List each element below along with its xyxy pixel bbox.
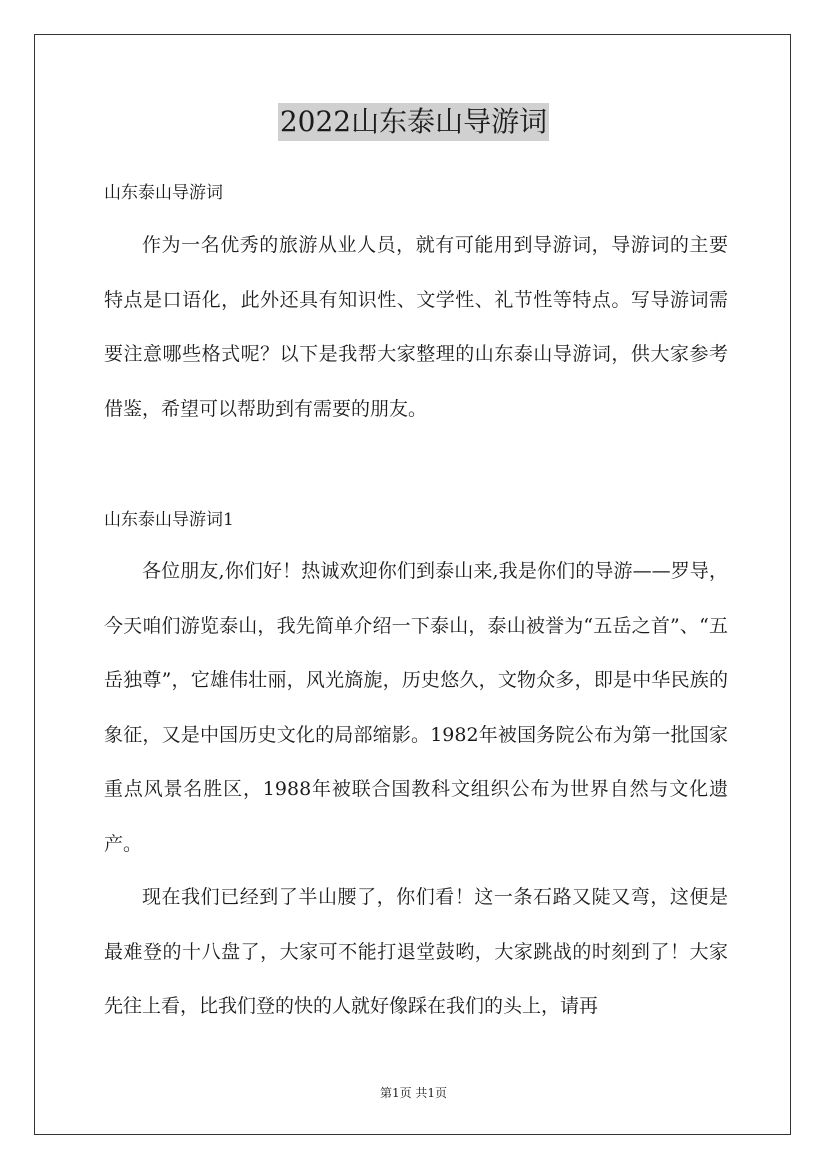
- document-title: 2022山东泰山导游词: [278, 103, 549, 141]
- section-paragraph-1: 各位朋友,你们好！热诚欢迎你们到泰山来,我是你们的导游——罗导，今天咱们游览泰山，我先简单介绍一下泰山，泰山被誉为“五岳之首”、“五岳独尊”，它雄伟壮丽，风光旖旎，历史悠久，文物众多，即是中华民族的象征，又是中国历史文化的局部缩影。1982年被国务院公布为第一批国家重点风景名胜区，1988年被联合国教科文组织公布为世界自然与文化遗产。: [104, 560, 728, 855]
- section-heading: 山东泰山导游词1: [104, 510, 234, 530]
- page-footer: 第1页 共1页: [379, 1086, 448, 1100]
- section-paragraph-2: 现在我们已经到了半山腰了，你们看！这一条石路又陡又弯，这便是最难登的十八盘了，大家可不能打退堂鼓哟，大家跳战的时刻到了！大家先往上看，比我们登的快的人就好像踩在我们的头上，请再: [104, 886, 728, 1017]
- intro-paragraph: 作为一名优秀的旅游从业人员，就有可能用到导游词，导游词的主要特点是口语化，此外还具有知识性、文学性、礼节性等特点。写导游词需要注意哪些格式呢？以下是我帮大家整理的山东泰山导游词，供大家参考借鉴，希望可以帮助到有需要的朋友。: [104, 234, 728, 420]
- subtitle: 山东泰山导游词: [104, 183, 223, 203]
- title-container: [0, 103, 827, 141]
